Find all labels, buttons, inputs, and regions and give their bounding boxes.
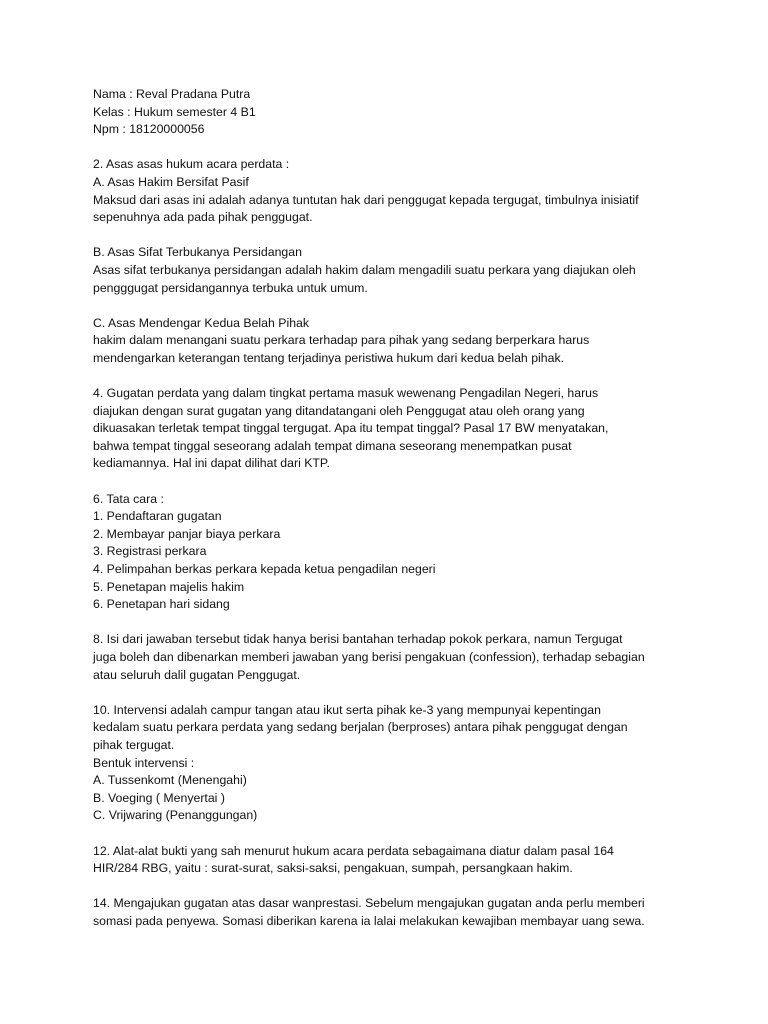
list-item: B. Voeging ( Menyertai ) [93, 790, 225, 805]
paragraph-gap [93, 297, 698, 315]
answer-4-text: bahwa tempat tinggal seseorang adalah tempat dimana seseorang menempatkan pusat [93, 438, 572, 453]
answer-4 [93, 385, 698, 473]
answer-6 [93, 491, 698, 614]
answer-10-text: pihak tergugat. [93, 737, 175, 752]
paragraph-gap [93, 227, 698, 245]
student-name: Nama : Reval Pradana Putra [93, 87, 251, 101]
answer-4-text: 4. Gugatan perdata yang dalam tingkat pertama masuk wewenang Pengadilan Negeri, harus [93, 386, 599, 401]
student-header [93, 86, 698, 139]
paragraph-gap [93, 684, 698, 702]
answer-6-title: 6. Tata cara : [93, 491, 164, 506]
answer-2 [93, 156, 698, 367]
paragraph-gap [93, 825, 698, 843]
answer-12-text: HIR/284 RBG, yaitu : surat-surat, saksi-saksi, pengakuan, sumpah, persangkaan hakim. [93, 861, 573, 876]
answer-2b-text: Asas sifat terbukanya persidangan adalah hakim dalam mengadili suatu perkara yang diajukan oleh [93, 262, 636, 277]
answer-2c-title: C. Asas Mendengar Kedua Belah Pihak [93, 315, 310, 330]
list-item: 1. Pendaftaran gugatan [93, 509, 222, 524]
student-npm: Npm : 18120000056 [93, 122, 205, 137]
answer-8-text: juga boleh dan dibenarkan memberi jawaban yang berisi pengakuan (confession), terhadap sebagian [93, 650, 645, 664]
answer-2c-text: mendengarkan keterangan tentang terjadinya peristiwa hukum dari kedua belah pihak. [93, 350, 565, 365]
answer-8-text: 8. Isi dari jawaban tersebut tidak hanya berisi bantahan terhadap pokok perkara, namun Tergugat [93, 632, 623, 647]
student-class: Kelas : Hukum semester 4 B1 [93, 104, 256, 119]
intervention-forms-title: Bentuk intervensi : [93, 755, 195, 770]
answer-2b-title: B. Asas Sifat Terbukanya Persidangan [93, 245, 302, 260]
paragraph-gap [93, 614, 698, 632]
answer-10-text: kedalam suatu perkara perdata yang sedang berjalan (berproses) antara pihak penggugat dengan [93, 720, 628, 735]
answer-14-text: 14. Mengajukan gugatan atas dasar wanprestasi. Sebelum mengajukan gugatan anda perlu memberi [93, 896, 645, 911]
list-item: C. Vrijwaring (Penanggungan) [93, 808, 258, 823]
answer-2c-text: hakim dalam menangani suatu perkara terhadap para pihak yang sedang berperkara harus [93, 333, 590, 348]
answer-2b-text: pengggugat persidangannya terbuka untuk umum. [93, 280, 368, 295]
answer-2a-text: Maksud dari asas ini adalah adanya tuntutan hak dari penggugat kepada tergugat, timbulnya inisiatif [93, 192, 639, 207]
paragraph-gap [93, 878, 698, 896]
paragraph-gap [93, 368, 698, 386]
answer-4-text: diajukan dengan surat gugatan yang ditandatangani oleh Penggugat atau oleh orang yang [93, 403, 585, 418]
answer-14-text: somasi pada penyewa. Somasi diberikan karena ia lalai melakukan kewajiban membayar uang sewa. [93, 913, 645, 928]
answer-8-text: atau seluruh dalil gugatan Penggugat. [93, 667, 301, 682]
list-item: 2. Membayar panjar biaya perkara [93, 526, 281, 541]
answer-8 [93, 631, 698, 684]
answer-4-text: dikuasakan terletak tempat tinggal tergugat. Apa itu tempat tinggal? Pasal 17 BW menyatakan, [93, 421, 609, 436]
paragraph-gap [93, 139, 698, 157]
answer-12-text: 12. Alat-alat bukti yang sah menurut hukum acara perdata sebagaimana diatur dalam pasal 164 [93, 843, 614, 858]
answer-14 [93, 895, 698, 930]
answer-4-text: kediamannya. Hal ini dapat dilihat dari KTP. [93, 456, 330, 471]
answer-12 [93, 843, 698, 878]
list-item: 4. Pelimpahan berkas perkara kepada ketua pengadilan negeri [93, 562, 436, 577]
answer-2a-title: A. Asas Hakim Bersifat Pasif [93, 174, 249, 189]
list-item: 5. Penetapan majelis hakim [93, 579, 245, 594]
list-item: A. Tussenkomt (Menengahi) [93, 773, 247, 788]
answer-2a-text: sepenuhnya ada pada pihak penggugat. [93, 210, 313, 225]
list-item: 3. Registrasi perkara [93, 544, 207, 559]
answer-10-text: 10. Intervensi adalah campur tangan atau ikut serta pihak ke-3 yang mempunyai kepentingan [93, 702, 601, 717]
paragraph-gap [93, 473, 698, 491]
list-item: 6. Penetapan hari sidang [93, 597, 230, 612]
answer-10 [93, 702, 698, 825]
answer-2-title: 2. Asas asas hukum acara perdata : [93, 157, 290, 172]
